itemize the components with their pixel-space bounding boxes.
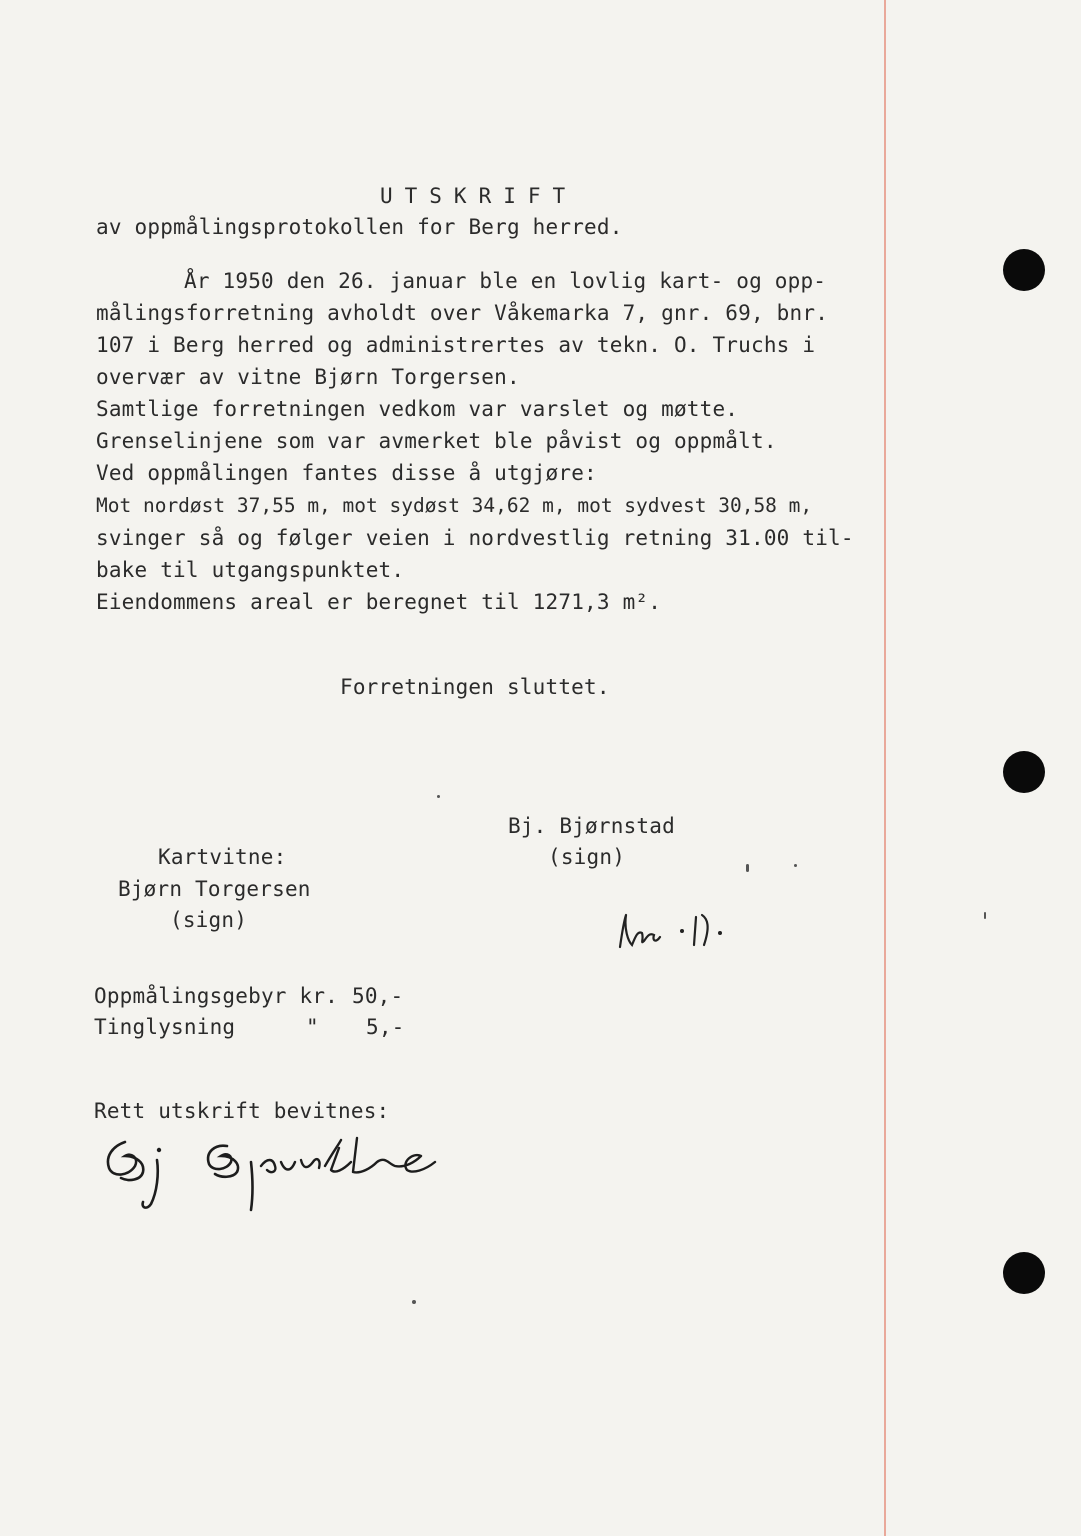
body-line: målingsforretning avholdt over Våkemarka 7, gnr. 69, bnr.: [96, 301, 829, 325]
handwritten-note-mark: [612, 905, 742, 955]
handwritten-signature: [95, 1122, 465, 1222]
witness-sign: (sign): [170, 908, 248, 932]
body-line: År 1950 den 26. januar ble en lovlig kart- og opp-: [184, 269, 827, 293]
punch-hole-bottom: [1003, 1252, 1045, 1294]
speck: [746, 864, 749, 872]
body-line: 107 i Berg herred og administrertes av tekn. O. Truchs i: [96, 333, 816, 357]
fee-ditto-mark: ": [306, 1015, 319, 1039]
fee-label-survey: Oppmålingsgebyr kr.: [94, 984, 339, 1008]
document-title: UTSKRIFT: [380, 184, 578, 208]
fee-amount-survey: 50,-: [352, 984, 404, 1008]
signatory-sign: (sign): [548, 845, 626, 869]
speck: [412, 1300, 416, 1304]
witness-label: Kartvitne:: [158, 845, 287, 869]
margin-line: [884, 0, 886, 1536]
body-line: overvær av vitne Bjørn Torgersen.: [96, 365, 520, 389]
fee-label-registration: Tinglysning: [94, 1015, 236, 1039]
document-subtitle: av oppmålingsprotokollen for Berg herred.: [96, 215, 623, 239]
body-line: svinger så og følger veien i nordvestlig retning 31.00 til-: [96, 526, 854, 550]
body-line: bake til utgangspunktet.: [96, 558, 405, 582]
speck: [437, 795, 440, 798]
fee-amount-registration: 5,-: [366, 1015, 405, 1039]
body-line: Grenselinjene som var avmerket ble påvist og oppmålt.: [96, 429, 777, 453]
closing-line: Forretningen sluttet.: [340, 675, 610, 699]
certification-line: Rett utskrift bevitnes:: [94, 1099, 390, 1123]
body-line: Mot nordøst 37,55 m, mot sydøst 34,62 m, mot sydvest 30,58 m,: [96, 494, 813, 517]
body-line: Ved oppmålingen fantes disse å utgjøre:: [96, 461, 597, 485]
body-line: Samtlige forretningen vedkom var varslet og møtte.: [96, 397, 739, 421]
speck: [794, 864, 797, 867]
body-line: Eiendommens areal er beregnet til 1271,3 m².: [96, 590, 662, 614]
signatory-name: Bj. Bjørnstad: [508, 814, 675, 838]
punch-hole-middle: [1003, 751, 1045, 793]
speck: [984, 912, 986, 919]
witness-name: Bjørn Torgersen: [118, 877, 311, 901]
punch-hole-top: [1003, 249, 1045, 291]
